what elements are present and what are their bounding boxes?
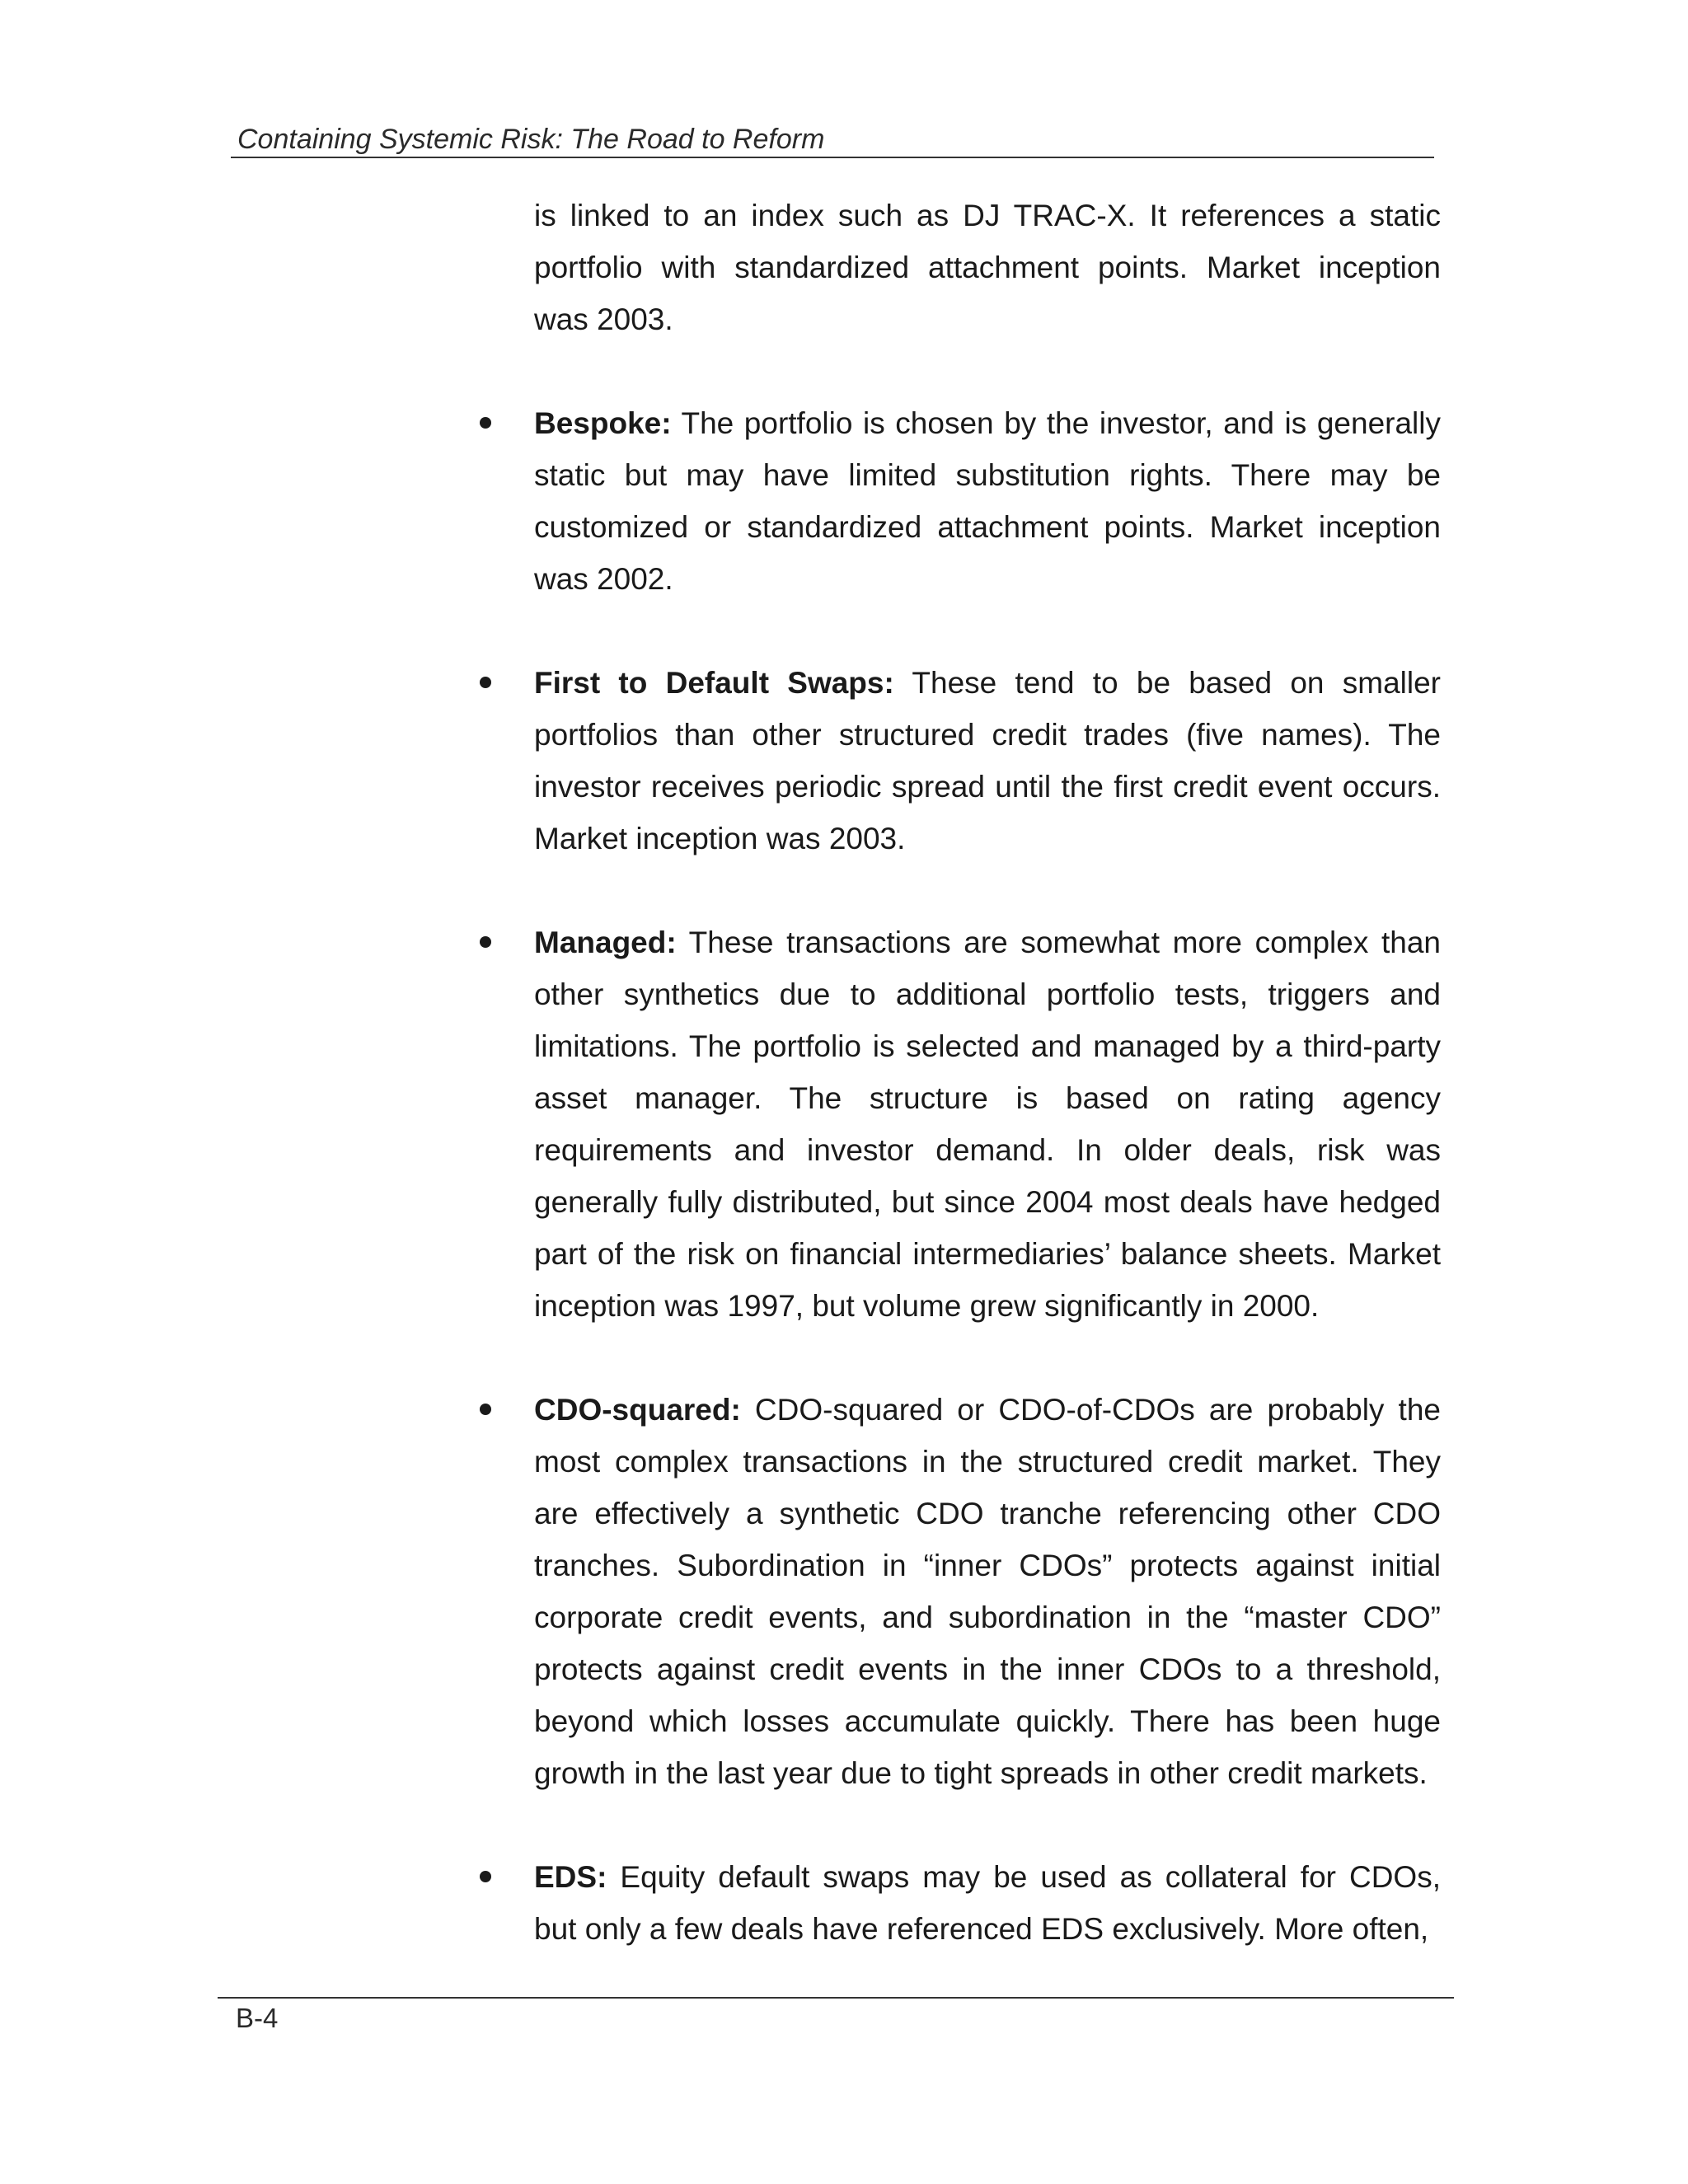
running-header-title: Containing Systemic Risk: The Road to Reform: [237, 124, 825, 155]
list-item-term: Bespoke:: [534, 406, 672, 440]
list-item-first-to-default-swaps: [463, 657, 1441, 865]
list-item-text: CDO-squared or CDO-of-CDOs are probably the most complex transactions in the structured credit market. They are effectively a synthetic CDO tranche referencing other CDO tranches. Subordination in “inner CDOs” protects against initial corporate credit events, and subordination in the “master CDO” protects against credit events in the inner CDOs to a threshold, beyond which losses accumulate quickly. There has been huge growth in the last year due to tight spreads in other credit markets.: [534, 1393, 1441, 1790]
list-item-term: EDS:: [534, 1860, 607, 1894]
list-item-paragraph: [463, 657, 1441, 865]
bullet-icon: [480, 677, 491, 688]
body-text: [463, 190, 1441, 1955]
list-item-managed: [463, 916, 1441, 1332]
list-item-cdo-squared: [463, 1384, 1441, 1799]
list-item-eds: [463, 1851, 1441, 1955]
bullet-icon: [480, 1871, 491, 1882]
list-item-text: These tend to be based on smaller portfolios than other structured credit trades (five names). The investor receives periodic spread until the first credit event occurs. Market inception was 2003.: [534, 666, 1441, 855]
page-number: B-4: [236, 2003, 279, 2033]
intro-paragraph: is linked to an index such as DJ TRAC-X. It references a static portfolio with standardized attachment points. Market inception was 2003.: [534, 199, 1441, 336]
bullet-icon: [480, 417, 491, 429]
list-item-paragraph: [463, 1851, 1441, 1955]
list-item-text: These transactions are somewhat more complex than other synthetics due to additional portfolio tests, triggers and limitations. The portfolio is selected and managed by a third-party asset manager. The structure is based on rating agency requirements and investor demand. In older deals, risk was generally fully distributed, but since 2004 most deals have hedged part of the risk on financial intermediaries’ balance sheets. Market inception was 1997, but volume grew significantly in 2000.: [534, 926, 1441, 1323]
list-item-text: The portfolio is chosen by the investor, and is generally static but may have limited substitution rights. There may be customized or standardized attachment points. Market inception was 2002.: [534, 406, 1441, 596]
bullet-icon: [480, 1404, 491, 1415]
bullet-icon: [480, 936, 491, 948]
list-item-bespoke: [463, 397, 1441, 605]
list-item-paragraph: [463, 397, 1441, 605]
list-item-term: CDO-squared:: [534, 1393, 741, 1427]
footer-rule: [218, 1997, 1454, 1999]
list-item-term: Managed:: [534, 926, 677, 959]
list-item-paragraph: [463, 1384, 1441, 1799]
running-header: [231, 122, 1434, 158]
list-item-text: Equity default swaps may be used as collateral for CDOs, but only a few deals have referenced EDS exclusively. More often,: [534, 1860, 1441, 1946]
list-item-paragraph: [463, 916, 1441, 1332]
list-item-term: First to Default Swaps:: [534, 666, 894, 700]
